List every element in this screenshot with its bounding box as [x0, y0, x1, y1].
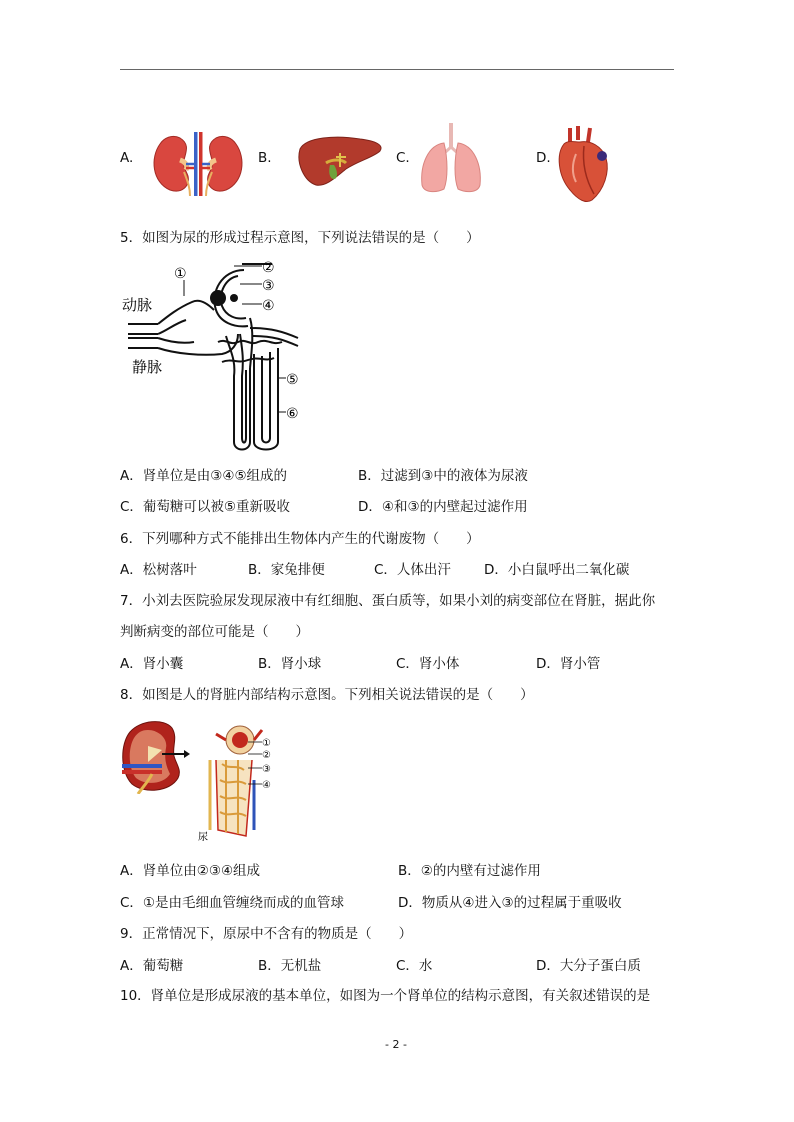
nephron-structure-diagram — [196, 720, 282, 844]
q9-option-a: A．葡萄糖 — [120, 958, 184, 974]
liver-image — [296, 133, 384, 191]
q7-option-d: D．肾小管 — [536, 656, 601, 672]
q10-stem: 10．肾单位是形成尿液的基本单位，如图为一个肾单位的结构示意图，有关叙述错误的是 — [120, 988, 651, 1004]
nephron-label-1: ① — [174, 266, 187, 282]
q8-option-b: B．②的内壁有过滤作用 — [398, 863, 541, 879]
q7-option-a: A．肾小囊 — [120, 656, 184, 672]
q8-stem: 8．如图是人的肾脏内部结构示意图。下列相关说法错误的是（ ） — [120, 687, 534, 703]
q5-option-b: B．过滤到③中的液体为尿液 — [358, 468, 528, 484]
q4-option-c-label: C. — [396, 150, 410, 166]
nephron8-label-4: ④ — [262, 780, 271, 791]
header-rule — [120, 69, 674, 70]
nephron8-label-1: ① — [262, 738, 271, 749]
q5-option-c: C．葡萄糖可以被⑤重新吸收 — [120, 499, 291, 515]
q8-option-c: C．①是由毛细血管缠绕而成的血管球 — [120, 895, 345, 911]
q7-option-b: B．肾小球 — [258, 656, 322, 672]
q9-stem: 9．正常情况下，原尿中不含有的物质是（ ） — [120, 926, 413, 942]
q5-option-a: A．肾单位是由③④⑤组成的 — [120, 468, 288, 484]
q7-option-c: C．肾小体 — [396, 656, 460, 672]
q6-stem: 6．下列哪种方式不能排出生物体内产生的代谢废物（ ） — [120, 531, 480, 547]
q7-stem-line1: 7．小刘去医院验尿发现尿液中有红细胞、蛋白质等，如果小刘的病变部位在肾脏，据此你 — [120, 593, 656, 609]
nephron8-label-2: ② — [262, 750, 271, 761]
q5-stem: 5．如图为尿的形成过程示意图，下列说法错误的是（ ） — [120, 230, 480, 246]
nephron8-label-3: ③ — [262, 764, 271, 775]
kidney-section-image — [118, 716, 190, 794]
q5-option-d: D．④和③的内壁起过滤作用 — [358, 499, 528, 515]
q4-option-a-label: A. — [120, 150, 134, 166]
q4-option-b-label: B. — [258, 150, 272, 166]
q8-option-a: A．肾单位由②③④组成 — [120, 863, 261, 879]
nephron-label-3: ③ — [262, 278, 275, 294]
kidney-image — [150, 130, 246, 196]
nephron-label-2: ② — [262, 260, 275, 276]
artery-label: 动脉 — [122, 296, 153, 314]
nephron-label-6: ⑥ — [286, 406, 299, 422]
q6-option-d: D．小白鼠呼出二氧化碳 — [484, 562, 630, 578]
q9-option-b: B．无机盐 — [258, 958, 322, 974]
q6-option-a: A．松树落叶 — [120, 562, 197, 578]
q9-option-c: C．水 — [396, 958, 433, 974]
nephron-diagram — [122, 258, 312, 456]
nephron-label-4: ④ — [262, 298, 275, 314]
vein-label: 静脉 — [132, 358, 163, 376]
urine-label: 尿 — [198, 832, 208, 843]
q6-option-c: C．人体出汗 — [374, 562, 451, 578]
nephron-label-5: ⑤ — [286, 372, 299, 388]
q7-stem-line2: 判断病变的部位可能是（ ） — [120, 624, 309, 640]
page-number: - 2 - — [385, 1038, 407, 1051]
q9-option-d: D．大分子蛋白质 — [536, 958, 641, 974]
heart-image — [554, 124, 612, 206]
lungs-image — [416, 123, 486, 195]
q4-option-d-label: D. — [536, 150, 551, 166]
q6-option-b: B．家兔排便 — [248, 562, 325, 578]
q8-option-d: D．物质从④进入③的过程属于重吸收 — [398, 895, 622, 911]
